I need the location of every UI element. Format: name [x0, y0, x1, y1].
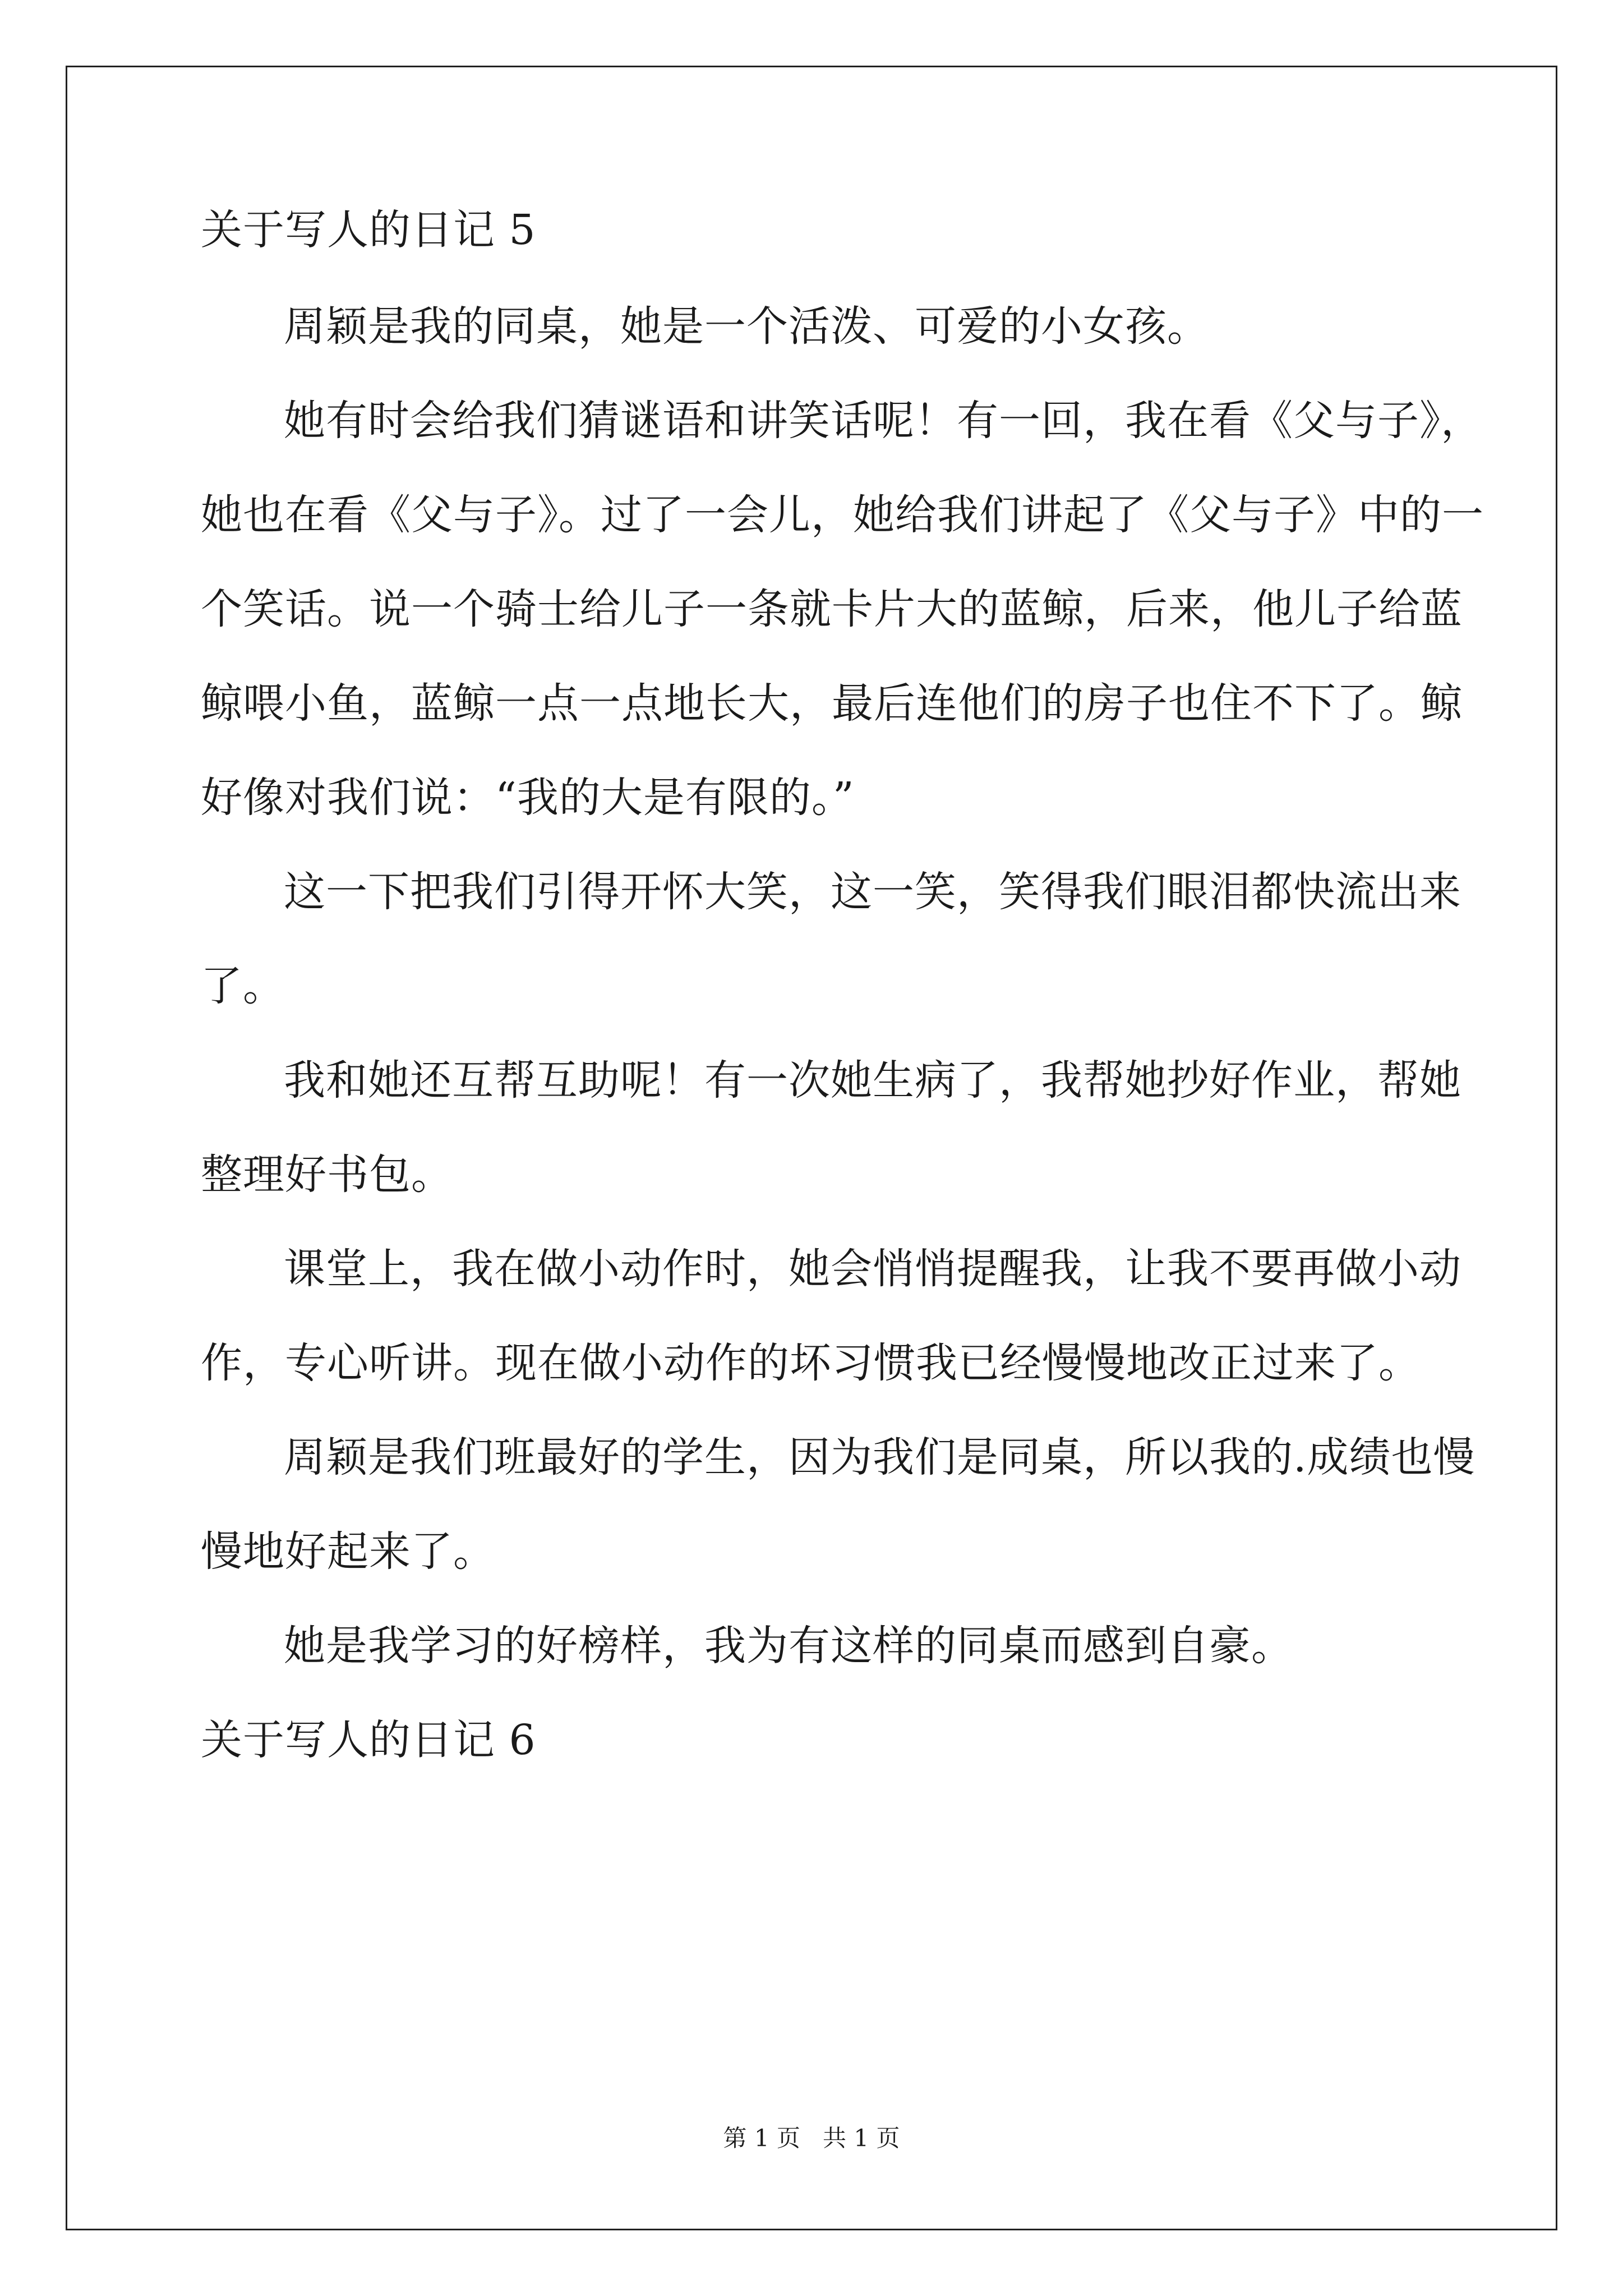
paragraph-line: 课堂上，我在做小动作时，她会悄悄提醒我，让我不要再做小动 — [284, 1245, 1461, 1293]
paragraph-line: 这一下把我们引得开怀大笑，这一笑，笑得我们眼泪都快流出来 — [284, 868, 1461, 916]
page-footer: 第 1 页 共 1 页 — [723, 2124, 900, 2152]
section-title-5: 关于写人的日记 5 — [201, 206, 536, 254]
paragraph-line: 好像对我们说：“我的大是有限的。” — [201, 774, 855, 822]
paragraph-line: 慢地好起来了。 — [201, 1527, 495, 1576]
section-title-6: 关于写人的日记 6 — [201, 1716, 536, 1764]
paragraph-line: 鲸喂小鱼，蓝鲸一点一点地长大，最后连他们的房子也住不下了。鲸 — [201, 679, 1463, 728]
paragraph-line: 她是我学习的好榜样，我为有这样的同桌而感到自豪。 — [284, 1622, 1293, 1670]
paragraph-line: 了。 — [201, 962, 285, 1010]
paragraph-line: 周颖是我们班最好的学生，因为我们是同桌，所以我的.成绩也慢 — [284, 1433, 1476, 1481]
paragraph-line: 个笑话。说一个骑士给儿子一条就卡片大的蓝鲸，后来，他儿子给蓝 — [201, 585, 1463, 633]
paragraph-line: 作，专心听讲。现在做小动作的坏习惯我已经慢慢地改正过来了。 — [201, 1339, 1421, 1387]
paragraph-line: 她也在看《父与子》。过了一会儿，她给我们讲起了《父与子》中的一 — [201, 491, 1484, 539]
paragraph-line: 整理好书包。 — [201, 1151, 453, 1199]
paragraph-line: 周颖是我的同桌，她是一个活泼、可爱的小女孩。 — [284, 302, 1209, 351]
paragraph-line: 我和她还互帮互助呢！有一次她生病了，我帮她抄好作业，帮她 — [284, 1056, 1461, 1105]
paragraph-line: 她有时会给我们猜谜语和讲笑话呢！有一回，我在看《父与子》， — [284, 397, 1483, 445]
